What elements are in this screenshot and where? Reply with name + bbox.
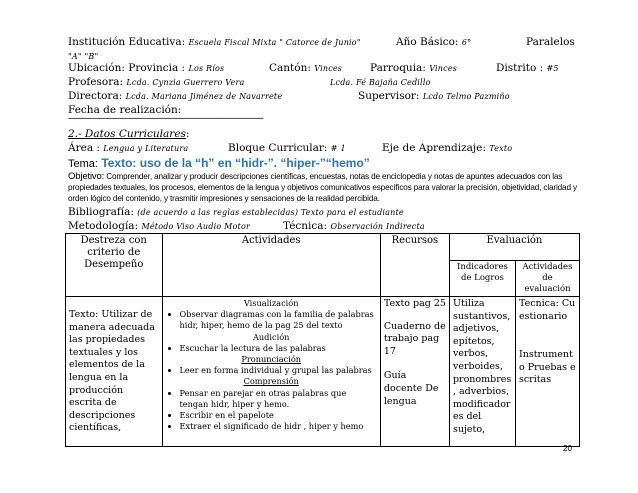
- activity-item: • Extraer el significado de hidr , hiper y hemo: [180, 421, 377, 432]
- institucion-label: Institución Educativa:: [68, 36, 186, 48]
- paralelos-value: "A" "B": [68, 52, 99, 61]
- subheader-actividades-evaluacion: Actividades de evaluación: [515, 261, 579, 297]
- objetivo-value: Comprender, analizar y producir descripciones científicas, encuestas, notas de enciclopedia y notas de apuntes adecuados con las propiedades textuales, los procesos, elementos de la lengua y objetivos comunicativos específicos para valorar la precisión, objetividad, claridad y orden lógico del contenido, y trasmitir impresiones y sensaciones de la realidad percibida.: [68, 172, 577, 203]
- bloque-label: Bloque Curricular:: [228, 142, 328, 154]
- activity-item: • Observar diagramas con la familia de palabras hidr, hiper, hemo de la pag 25 del texto: [180, 309, 377, 331]
- institucion-line: [68, 36, 361, 49]
- table-row: [66, 297, 580, 447]
- audicion-heading: Audición: [252, 331, 290, 342]
- tecnica-value: Observación Indirecta: [330, 222, 425, 231]
- visualizacion-list: [166, 309, 377, 331]
- recurso-guia: Guía docente De lengua: [383, 370, 439, 407]
- tecnica-label: Técnica:: [283, 220, 328, 232]
- directora-value: Lcda. Mariana Jiménez de Navarrete: [125, 92, 283, 101]
- section2-title-line: [68, 128, 189, 141]
- profesora-line: [68, 76, 244, 89]
- metodologia-label: Metodología:: [68, 220, 139, 232]
- anio-label: Año Básico:: [396, 36, 459, 48]
- fecha-label: Fecha de realización:: [68, 104, 182, 116]
- bloque-line: [228, 142, 346, 155]
- canton-line: [269, 62, 342, 75]
- destreza-cell: Texto: Utilizar de manera adecuada las propiedades textuales y los elementos de la lengua en la producción escrita de descripciones científicas,: [66, 297, 163, 447]
- comprension-list: [166, 388, 377, 433]
- table-header-row: [66, 234, 580, 261]
- metodologia-line: [68, 220, 250, 233]
- section2-title: 2.- Datos Curriculares: [68, 128, 186, 140]
- profesora-1: Lcda. Cynzia Guerrero Vera: [126, 78, 245, 87]
- activity-item: • Escuchar la lectura de las palabras: [180, 343, 377, 354]
- provincia-value: Los Ríos: [188, 64, 225, 73]
- area-line: [68, 142, 188, 155]
- objetivo-paragraph: [68, 171, 578, 204]
- recurso-texto: Texto pag 25: [383, 298, 446, 309]
- fecha-dashed-line: -------------------------------------------------------------------------------------------: [68, 114, 263, 124]
- anio-value: 6°: [461, 38, 472, 47]
- page-number: 20: [563, 444, 572, 453]
- directora-line: [68, 90, 282, 103]
- planning-table: [65, 233, 580, 447]
- distrito-label: Distrito :: [496, 62, 544, 74]
- bibliografia-label: Bibliografía:: [68, 206, 134, 218]
- eje-line: [382, 142, 512, 155]
- anio-line: [396, 36, 471, 49]
- recurso-cuaderno: Cuaderno de trabajo pag 17: [383, 320, 446, 357]
- objetivo-label: Objetivo:: [68, 171, 105, 182]
- actividades-cell: [162, 297, 380, 447]
- bloque-value: # 1: [330, 144, 346, 153]
- canton-value: Vinces: [314, 64, 343, 73]
- parroquia-label: Parroquia:: [370, 62, 426, 74]
- activity-item: • Escribir en el papelote: [180, 410, 377, 421]
- header-destreza: Destreza con criterio de Desempeño: [66, 234, 163, 297]
- tema-label: Tema:: [68, 158, 98, 170]
- metodologia-value: Método Viso Audio Motor: [141, 222, 250, 231]
- supervisor-value: Lcdo Telmo Pazmiño: [422, 92, 510, 101]
- area-value: Lengua y Literatura: [103, 144, 189, 153]
- activity-item: • Pensar en parejar en otras palabras que tengan hidr, hiper y hemo.: [180, 388, 377, 410]
- eval-actividades-cell: [515, 297, 579, 447]
- subheader-indicadores: Indicadores de Logros: [449, 261, 515, 297]
- parroquia-line: [370, 62, 457, 75]
- eval-instrumento: Instrumento Pruebas escritas: [518, 349, 576, 386]
- bibliografia-line: [68, 206, 404, 219]
- tema-line: [68, 157, 370, 171]
- audicion-list: [166, 343, 377, 354]
- eje-label: Eje de Aprendizaje:: [382, 142, 486, 154]
- paralelos-label: Paralelos: [526, 36, 575, 48]
- tema-value: Texto: uso de la “h” en “hidr-”. “hiper-”“hemo”: [101, 156, 370, 170]
- header-evaluacion: Evaluación: [449, 234, 579, 261]
- supervisor-line: [358, 90, 510, 103]
- parroquia-value: Vinces: [429, 64, 458, 73]
- header-actividades: Actividades: [162, 234, 380, 297]
- institucion-value: Escuela Fiscal Mixta " Catorce de Junio": [188, 38, 361, 47]
- canton-label: Cantón:: [269, 62, 311, 74]
- distrito-value: #5: [546, 64, 559, 73]
- pronunciacion-heading: Pronunciación: [241, 354, 302, 365]
- eje-value: Texto: [489, 144, 513, 153]
- visualizacion-heading: Visualización: [243, 298, 299, 308]
- pronunciacion-list: [166, 365, 377, 376]
- supervisor-label: Supervisor:: [358, 90, 420, 102]
- tecnica-line: [283, 220, 425, 233]
- area-label: Área :: [68, 142, 100, 154]
- activity-item: • Leer en forma individual y grupal las palabras: [180, 365, 377, 376]
- eval-tecnica: Tecnica: Cuestionario: [518, 298, 576, 322]
- ubicacion-line: [68, 62, 224, 75]
- distrito-line: [496, 62, 559, 75]
- directora-label: Directora:: [68, 90, 123, 102]
- recursos-cell: [380, 297, 449, 447]
- bibliografia-value: (de acuerdo a las reglas establecidas) Texto para el estudiante: [137, 208, 404, 217]
- ubicacion-label: Ubicación: Provincia :: [68, 62, 186, 74]
- comprension-heading: Comprensión: [243, 376, 299, 387]
- header-recursos: Recursos: [380, 234, 449, 297]
- indicadores-cell: Utiliza sustantivos, adjetivos, epítetos, verbos, verboides, pronombres , adverbios, modificador es del sujeto,: [449, 297, 515, 447]
- section2-title-colon: :: [185, 128, 190, 140]
- profesora-label: Profesora:: [68, 76, 124, 88]
- profesora-2: Lcda. Fé Bajaña Cedillo: [330, 78, 431, 87]
